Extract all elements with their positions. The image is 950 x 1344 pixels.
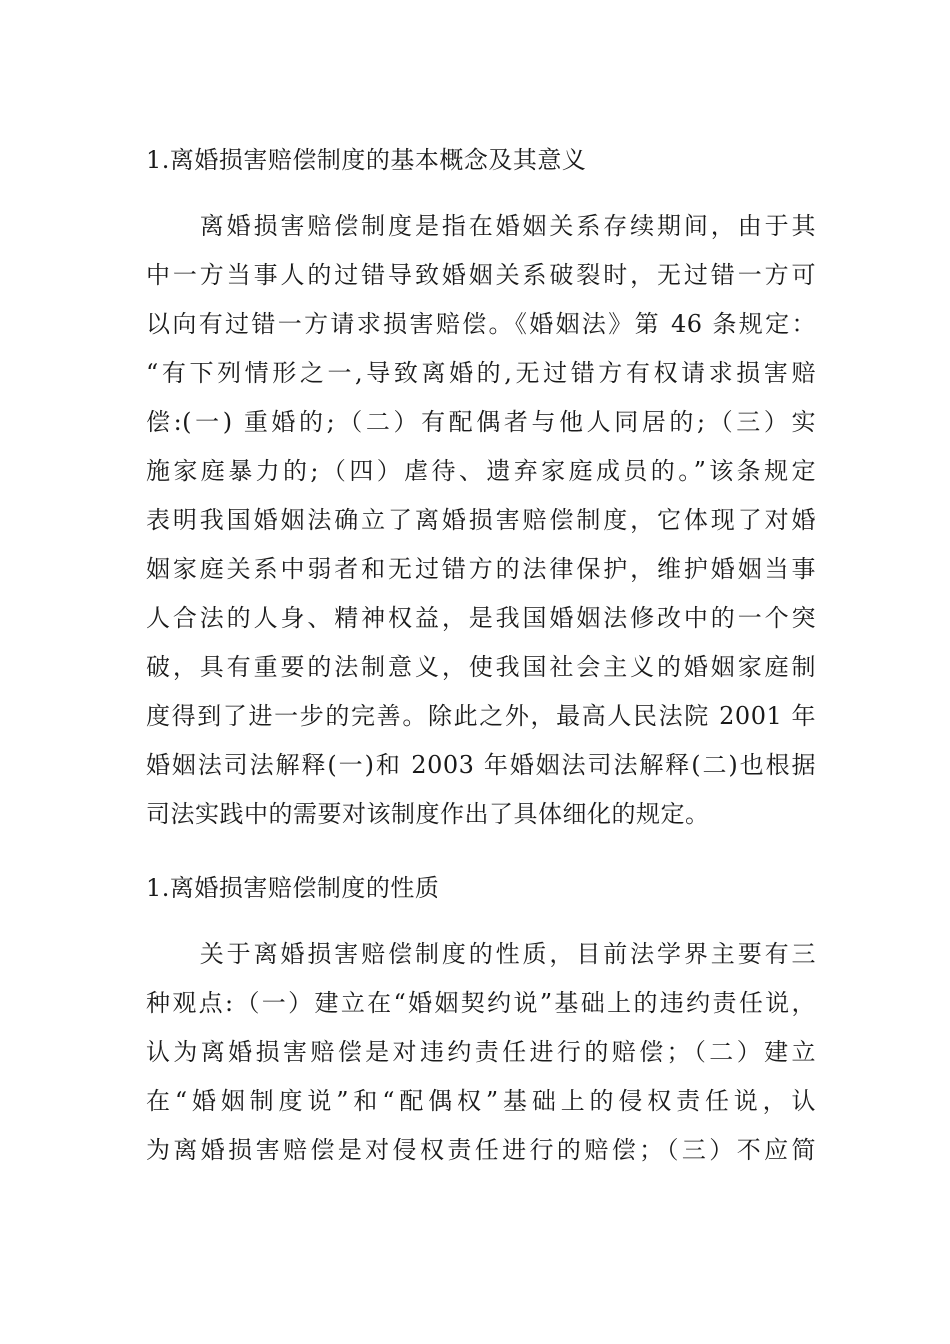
paragraph-line: 离婚损害赔偿制度是指在婚姻关系存续期间，由于其: [146, 212, 816, 240]
paragraph-line: 司法实践中的需要对该制度作出了具体细化的规定。: [146, 800, 710, 828]
paragraph-line: 施家庭暴力的;（四）虐待、遗弃家庭成员的。”该条规定: [146, 457, 816, 485]
paragraph-line: 破，具有重要的法制意义，使我国社会主义的婚姻家庭制: [146, 653, 816, 681]
paragraph-line: 以向有过错一方请求损害赔偿。《婚姻法》第 46 条规定：: [146, 310, 816, 338]
paragraph-line: 表明我国婚姻法确立了离婚损害赔偿制度，它体现了对婚: [146, 506, 816, 534]
paragraph-line: 为离婚损害赔偿是对侵权责任进行的赔偿；（三）不应简: [146, 1136, 816, 1164]
paragraph-line: 中一方当事人的过错导致婚姻关系破裂时，无过错一方可: [146, 261, 816, 289]
paragraph-line: 度得到了进一步的完善。除此之外，最高人民法院 2001 年: [146, 702, 816, 730]
paragraph-line: 认为离婚损害赔偿是对违约责任进行的赔偿；（二）建立: [146, 1038, 816, 1066]
paragraph-line: 婚姻法司法解释(一)和 2003 年婚姻法司法解释(二)也根据: [146, 751, 816, 779]
paragraph-line: 种观点:（一）建立在“婚姻契约说”基础上的违约责任说，: [146, 989, 816, 1017]
section-heading-nature: 1.离婚损害赔偿制度的性质: [146, 874, 440, 902]
paragraph-line: 姻家庭关系中弱者和无过错方的法律保护，维护婚姻当事: [146, 555, 816, 583]
section-heading-concept: 1.离婚损害赔偿制度的基本概念及其意义: [146, 146, 587, 174]
paragraph-line: 偿:(一) 重婚的;（二）有配偶者与他人同居的;（三）实: [146, 408, 816, 436]
paragraph-line: 在“婚姻制度说”和“配偶权”基础上的侵权责任说，认: [146, 1087, 816, 1115]
paragraph-line: “有下列情形之一,导致离婚的,无过错方有权请求损害赔: [146, 359, 816, 387]
paragraph-line: 关于离婚损害赔偿制度的性质，目前法学界主要有三: [146, 940, 816, 968]
paragraph-line: 人合法的人身、精神权益，是我国婚姻法修改中的一个突: [146, 604, 816, 632]
